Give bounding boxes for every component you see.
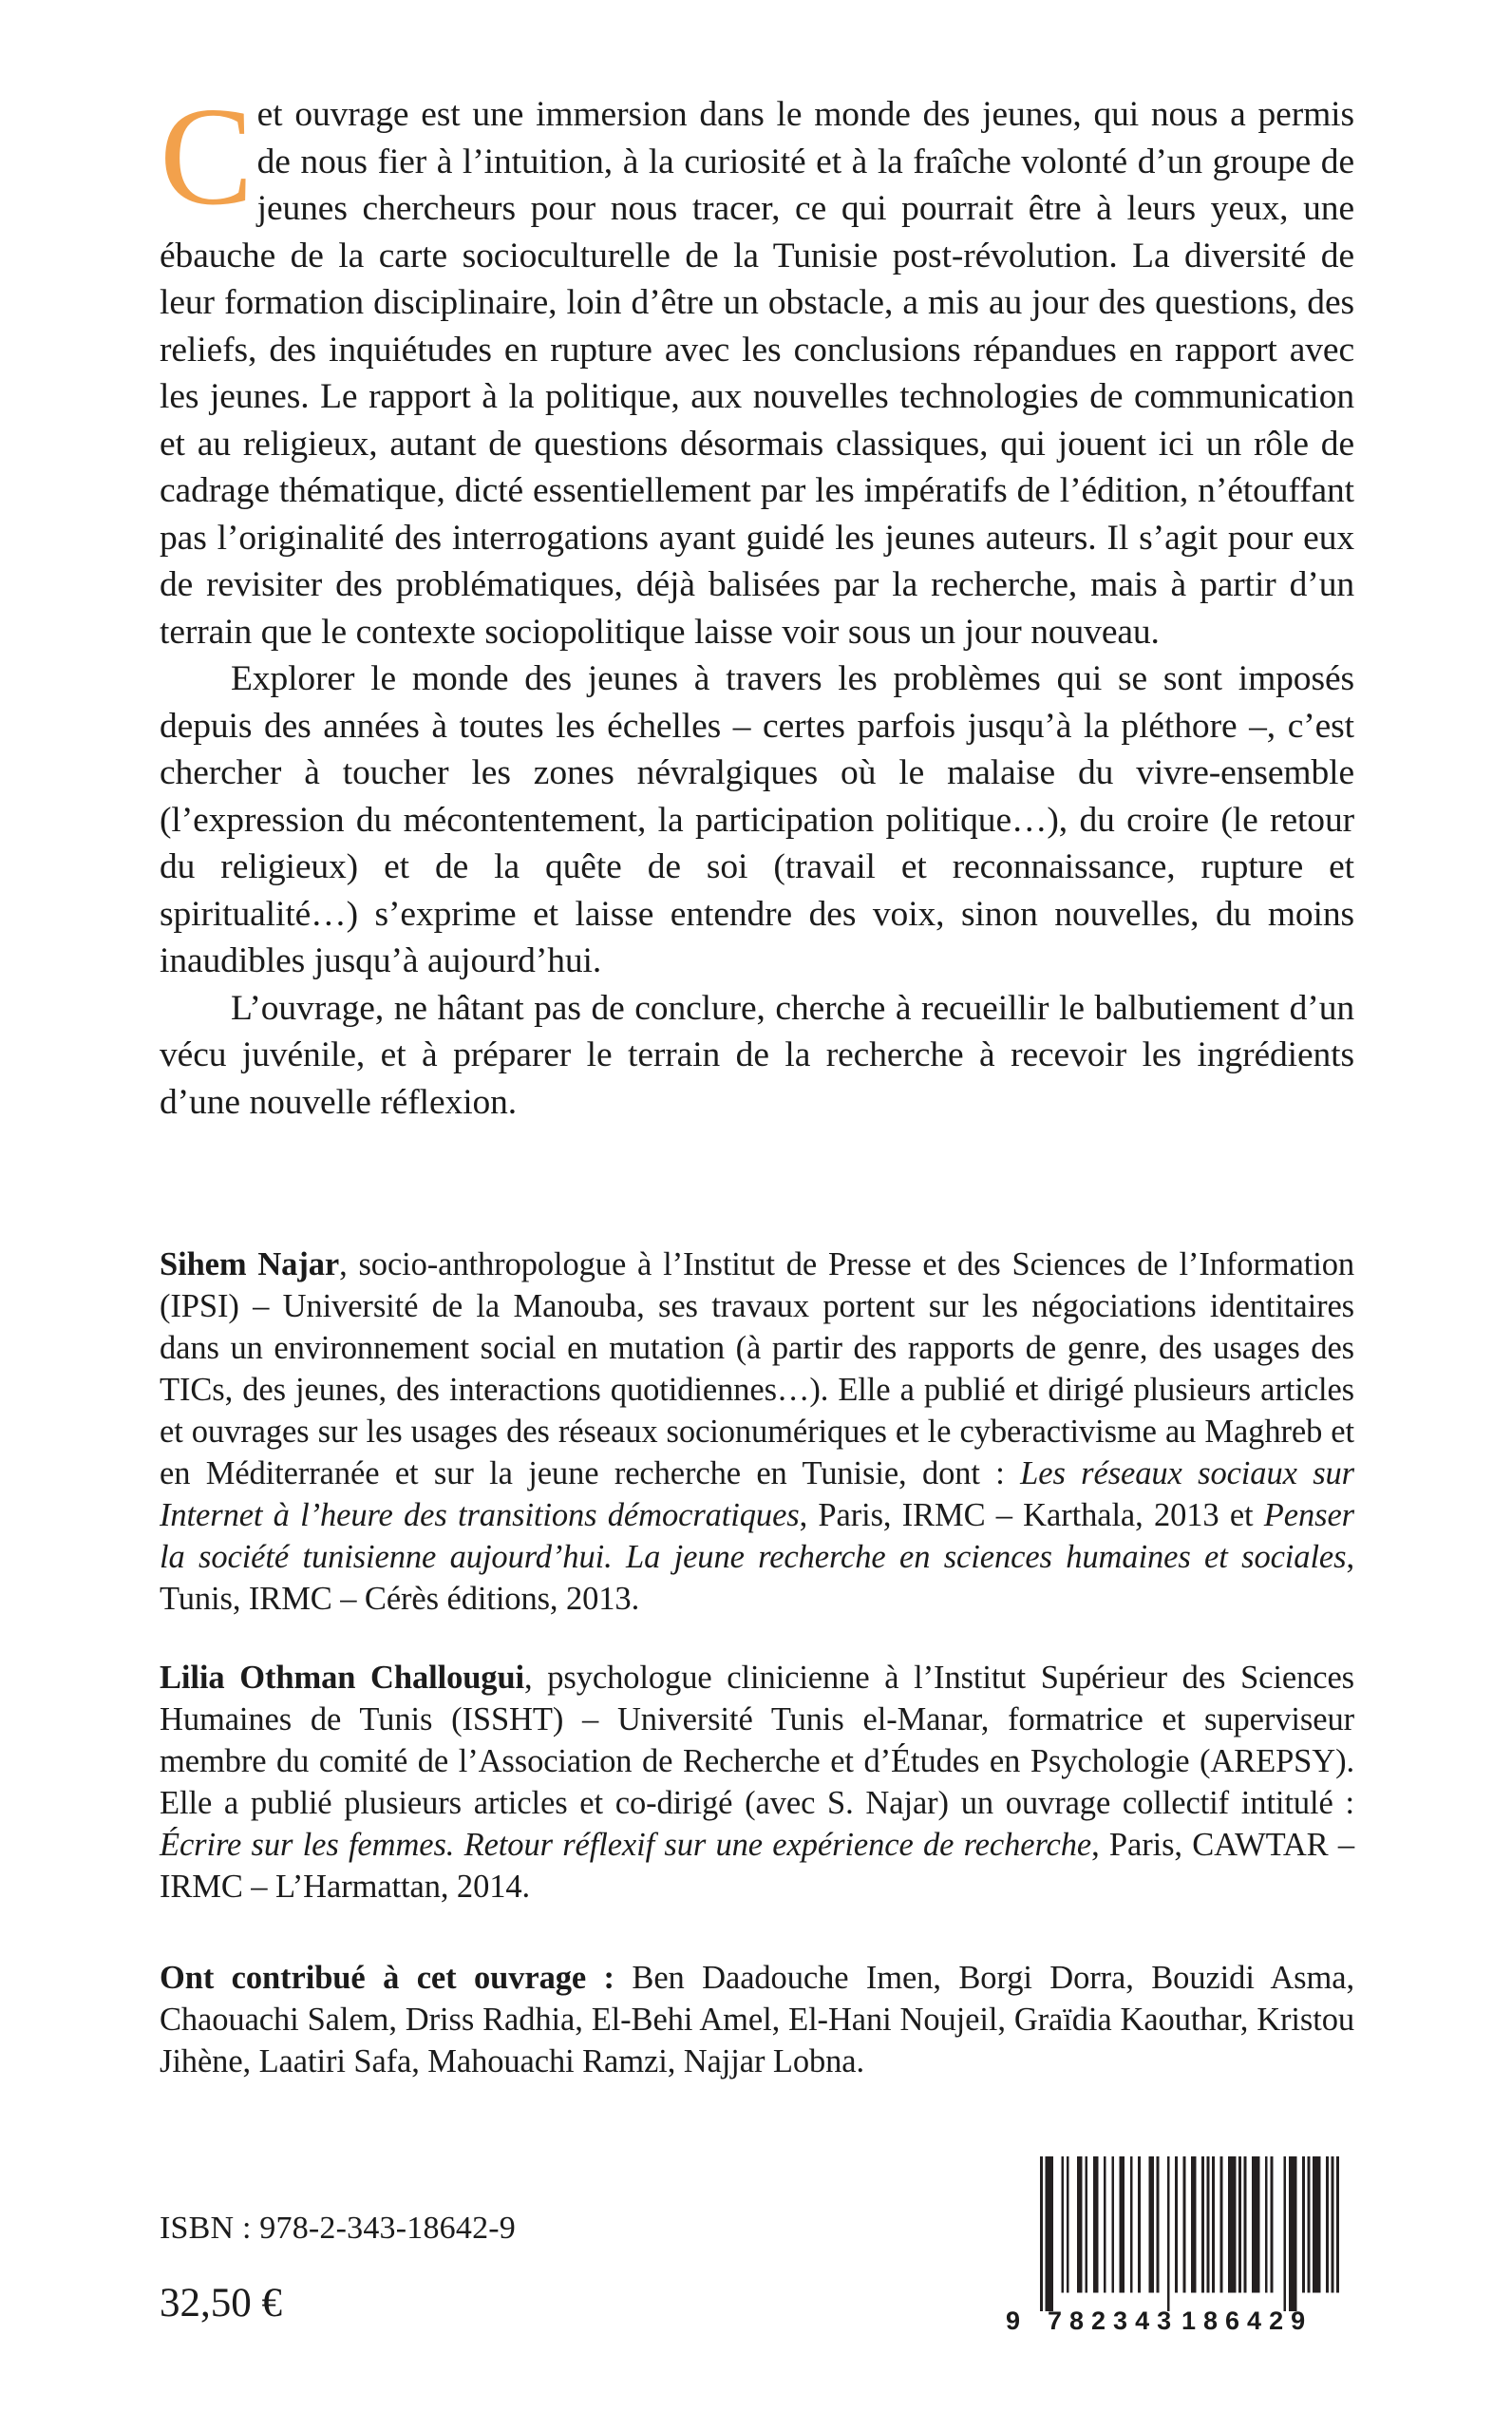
author-name: Lilia Othman Challougui: [160, 1660, 525, 1696]
author-book-title-2: Penser la société tunisienne aujourd’hui. La jeune recherche en sciences humaines et sociales: [160, 1497, 1354, 1575]
blurb-paragraph-2: Explorer le monde des jeunes à travers les problèmes qui se sont imposés depuis des années à toutes les échelles – certes parfois jusqu’à la pléthore –, c’est chercher à toucher les zones névralgiques où le malaise du vivre-ensemble (l’expression du mécontentement, la participation politique…), du croire (le retour du religieux) et de la quête de soi (travail et reconnaissance, rupture et spiritualité…) s’exprime et laisse entendre des voix, sinon nouvelles, du moins inaudibles jusqu’à aujourd’hui.: [160, 659, 1354, 980]
contributors-section: [160, 1957, 1354, 2082]
blurb-paragraph-1: [160, 79, 1354, 655]
blurb-section: [160, 79, 1354, 1126]
drop-cap-letter: C: [160, 79, 254, 235]
blurb-paragraph-3: L’ouvrage, ne hâtant pas de conclure, cherche à recueillir le balbutiement d’un vécu juvénile, et à préparer le terrain de la recherche à recevoir les ingrédients d’une nouvelle réflexion.: [160, 988, 1354, 1122]
barcode-right-group: 186429: [1181, 2307, 1314, 2335]
isbn-text: ISBN : 978-2-343-18642-9: [160, 2211, 516, 2246]
author-bio-sihem-najar: [160, 1243, 1354, 1620]
author-bio-text-part-3: , Tunis, IRMC – Cérès éditions, 2013.: [160, 1539, 1354, 1617]
author-name: Sihem Najar: [160, 1246, 340, 1282]
author-bio-text-part-1: , psychologue clinicienne à l’Institut Supérieur des Sciences Humaines de Tunis (ISSHT) – Université Tunis el-Manar, formatrice et superviseur membre du comité de l’Association de Recherche et d’Études en Psychologie (AREPSY). Elle a publié plusieurs articles et co-dirigé (avec S. Najar) un ouvrage collectif intitulé :: [160, 1660, 1354, 1821]
author-book-title-1: Écrire sur les femmes. Retour réflexif sur une expérience de recherche: [160, 1827, 1092, 1863]
contributors-names: Ben Daadouche Imen, Borgi Dorra, Bouzidi Asma, Chaouachi Salem, Driss Radhia, El-Behi Amel, El-Hani Noujeil, Graïdia Kaouthar, Kristou Jihène, Laatiri Safa, Mahouachi Ramzi, Najjar Lobna.: [160, 1960, 1354, 2079]
contributors-label: Ont contribué à cet ouvrage :: [160, 1960, 614, 1996]
barcode-left-group: 782343: [1048, 2307, 1180, 2335]
author-bio-text-part-1: , socio-anthropologue à l’Institut de Presse et des Sciences de l’Information (IPSI) – Université de la Manouba, ses travaux portent sur les négociations identitaires dans un environnement social en mutation (à partir des rapports de genre, des usages des TICs, des jeunes, des interactions quotidiennes…). Elle a publié et dirigé plusieurs articles et ouvrages sur les usages des réseaux socionumériques et le cyberactivisme au Maghreb et en Méditerranée et sur la jeune recherche en Tunisie, dont :: [160, 1246, 1355, 1491]
author-book-title-1: Les réseaux sociaux sur Internet à l’heure des transitions démocratiques: [160, 1455, 1354, 1533]
barcode-bars: [1040, 2156, 1339, 2311]
barcode-lead-digit: 9: [1006, 2307, 1021, 2335]
barcode-digits: [1006, 2307, 1348, 2339]
author-bio-text-part-2: , Paris, CAWTAR – IRMC – L’Harmattan, 2014.: [160, 1827, 1355, 1905]
author-bio-lilia-othman-challougui: [160, 1657, 1354, 1908]
author-bio-text-part-2: , Paris, IRMC – Karthala, 2013 et: [799, 1497, 1264, 1533]
price-text: 32,50 €: [160, 2281, 282, 2326]
blurb-paragraph-1-text: et ouvrage est une immersion dans le monde des jeunes, qui nous a permis de nous fier à l’intuition, à la curiosité et à la fraîche volonté d’un groupe de jeunes chercheurs pour nous tracer, ce qui pourrait être à leurs yeux, une ébauche de la carte socioculturelle de la Tunisie post-révolution. La diversité de leur formation disciplinaire, loin d’être un obstacle, a mis au jour des questions, des reliefs, des inquiétudes en rupture avec les conclusions répandues en rapport avec les jeunes. Le rapport à la politique, aux nouvelles technologies de communication et au religieux, autant de questions désormais classiques, qui jouent ici un rôle de cadrage thématique, dicté essentiellement par les impératifs de l’édition, n’étouffant pas l’originalité des interrogations ayant guidé les jeunes auteurs. Il s’agit pour eux de revisiter des problématiques, déjà balisées par la recherche, mais à partir d’un terrain que le contexte sociopolitique laisse voir sous un jour nouveau.: [160, 95, 1354, 652]
ean13-barcode: [1006, 2156, 1339, 2346]
